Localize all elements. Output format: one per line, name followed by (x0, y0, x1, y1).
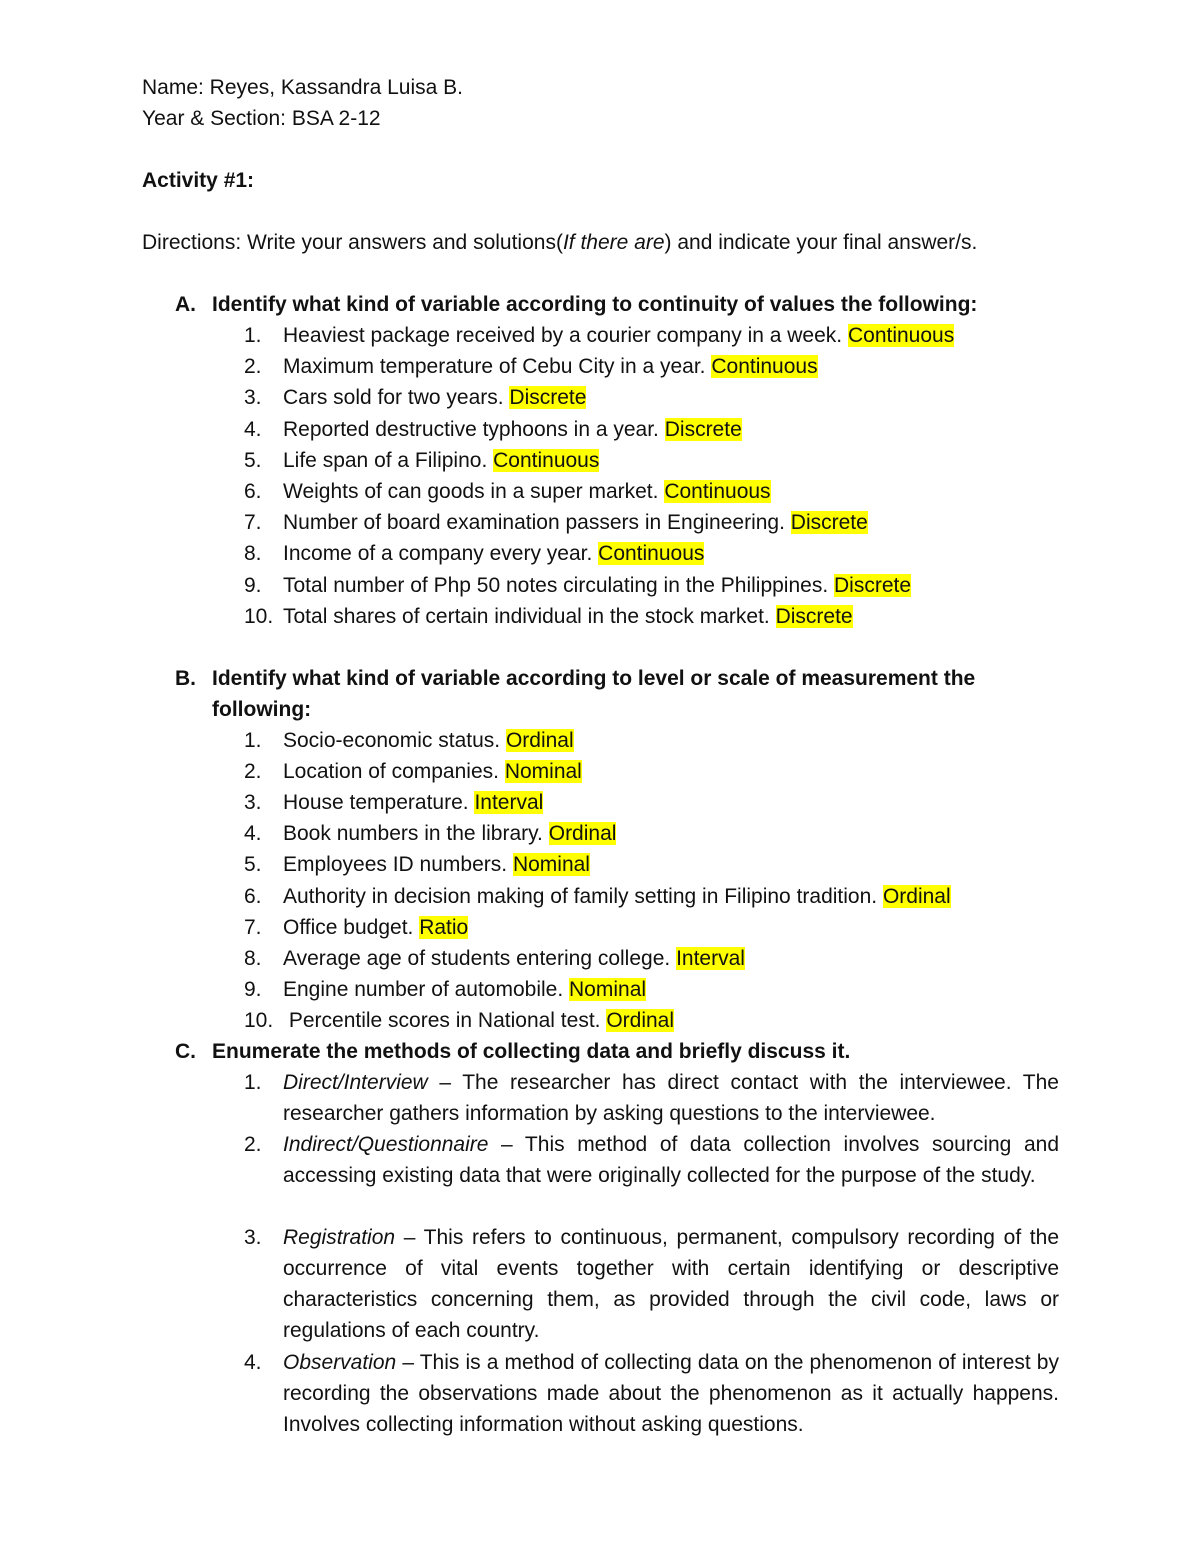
directions-pre: Directions: Write your answers and solutions( (142, 231, 563, 254)
section-a-heading (175, 289, 977, 320)
answer-highlight: Interval (676, 946, 745, 970)
item-number: 1. (244, 729, 262, 752)
method-term: Direct/Interview (283, 1071, 428, 1094)
directions-italic: If there are (562, 231, 665, 254)
item-number: 7. (244, 511, 262, 535)
section-a-item (244, 538, 704, 569)
section-b-item (244, 725, 574, 756)
answer-highlight: Continuous (493, 448, 600, 472)
section-b-item (244, 787, 543, 818)
method-item (244, 1222, 1059, 1346)
item-text: Authority in decision making of family setting in Filipino tradition. (283, 884, 883, 908)
answer-highlight: Nominal (512, 853, 590, 877)
item-text: Location of companies. (283, 760, 505, 784)
section-a-item (244, 507, 868, 538)
item-text: Life span of a Filipino. (283, 448, 494, 472)
method-text: – This is a method of collecting data on the phenomenon of interest by recording the observations made about the phenomenon as it actually happens. Involves collecting information without asking questions. (283, 1351, 1059, 1436)
answer-highlight: Discrete (834, 573, 912, 597)
item-number: 2. (244, 1133, 262, 1156)
item-text: Book numbers in the library. (283, 822, 549, 846)
section-b-item (244, 943, 745, 974)
directions-post: ) and indicate your final answer/s. (664, 231, 978, 254)
method-description (283, 1067, 1059, 1129)
method-description (283, 1347, 1059, 1440)
section-b-item (244, 881, 951, 912)
item-number: 10. (244, 604, 274, 628)
item-text: Engine number of automobile. (283, 977, 570, 1001)
item-number: 4. (244, 417, 262, 441)
item-text: Weights of can goods in a super market. (283, 480, 665, 503)
item-text: Number of board examination passers in Engineering. (283, 511, 791, 535)
answer-highlight: Interval (474, 791, 544, 815)
answer-highlight: Ordinal (505, 729, 574, 752)
item-text: Socio-economic status. (283, 729, 506, 752)
item-number: 4. (244, 1351, 262, 1374)
answer-highlight: Discrete (775, 604, 853, 628)
item-number: 1. (244, 1071, 262, 1094)
item-number: 2. (244, 760, 262, 784)
item-text: Maximum temperature of Cebu City in a year. (283, 355, 712, 379)
section-b-item (244, 849, 590, 880)
item-text: Employees ID numbers. (283, 853, 513, 877)
answer-highlight: Ratio (419, 915, 469, 939)
item-text: Office budget. (283, 915, 420, 939)
item-number: 7. (244, 915, 262, 939)
item-text: Income of a company every year. (283, 542, 599, 566)
section-a-item (244, 320, 954, 351)
section-c-letter: C. (175, 1040, 196, 1063)
section-b-item (244, 756, 582, 787)
answer-highlight: Nominal (504, 760, 582, 784)
method-term: Observation (283, 1351, 397, 1374)
method-term: Registration (283, 1226, 396, 1249)
item-number: 9. (244, 573, 262, 597)
item-number: 9. (244, 977, 262, 1001)
item-number: 8. (244, 946, 262, 970)
item-number: 5. (244, 448, 262, 472)
method-description (283, 1222, 1059, 1346)
item-number: 3. (244, 1226, 262, 1249)
section-a-item (244, 351, 818, 382)
section-b-title-line2: following: (212, 698, 312, 721)
item-text: Total number of Php 50 notes circulating in the Philippines. (283, 573, 834, 597)
answer-highlight: Continuous (711, 355, 818, 379)
method-term: Indirect/Questionnaire (283, 1133, 489, 1156)
answer-highlight: Discrete (509, 386, 587, 410)
item-text: Heaviest package received by a courier company in a week. (283, 324, 848, 347)
item-number: 5. (244, 853, 262, 877)
student-name: Name: Reyes, Kassandra Luisa B. (142, 76, 463, 99)
section-b-heading (175, 663, 975, 694)
section-b-title-line1: Identify what kind of variable according to level or scale of measurement the (212, 667, 976, 690)
item-text: Average age of students entering college. (283, 946, 677, 970)
section-a-title: Identify what kind of variable according to continuity of values the following: (212, 293, 978, 316)
method-item (244, 1067, 1059, 1129)
section-b-item (244, 974, 646, 1005)
method-text: – This method of data collection involves sourcing and accessing existing data that were originally collected for the purpose of the study. (283, 1133, 1059, 1187)
section-a-item (244, 414, 742, 445)
method-text: – The researcher has direct contact with the interviewee. The researcher gathers information by asking questions to the interviewee. (283, 1071, 1059, 1125)
answer-highlight: Ordinal (606, 1008, 675, 1032)
item-number: 10. (244, 1008, 274, 1032)
answer-highlight: Continuous (847, 324, 955, 347)
section-c-title: Enumerate the methods of collecting data and briefly discuss it. (212, 1040, 851, 1063)
section-a-letter: A. (175, 293, 196, 316)
item-number: 3. (244, 791, 262, 815)
section-a-item (244, 570, 911, 601)
directions (142, 227, 977, 258)
section-b-letter: B. (175, 667, 196, 690)
item-number: 4. (244, 822, 262, 846)
answer-highlight: Discrete (664, 417, 742, 441)
method-text: – This refers to continuous, permanent, compulsory recording of the occurrence of vital events together with certain identifying or descriptive characteristics concerning them, as provided through the civil code, laws or regulations of each country. (283, 1226, 1059, 1342)
section-b-item (244, 1005, 674, 1036)
item-text: Reported destructive typhoons in a year. (283, 417, 665, 441)
method-item (244, 1129, 1059, 1191)
answer-highlight: Ordinal (548, 822, 617, 846)
activity-title: Activity #1: (142, 169, 255, 192)
item-number: 6. (244, 884, 262, 908)
section-a-item (244, 445, 599, 476)
section-b-item (244, 818, 616, 849)
answer-highlight: Discrete (790, 511, 868, 535)
item-number: 6. (244, 480, 262, 503)
item-text: House temperature. (283, 791, 475, 815)
item-number: 8. (244, 542, 262, 566)
item-number: 2. (244, 355, 262, 379)
section-a-item (244, 382, 586, 413)
item-text: Total shares of certain individual in the stock market. (283, 604, 776, 628)
section-b-item (244, 912, 468, 943)
answer-highlight: Ordinal (882, 884, 951, 908)
item-number: 3. (244, 386, 262, 410)
section-c-heading (175, 1036, 850, 1067)
section-a-item (244, 601, 853, 632)
answer-highlight: Continuous (664, 480, 771, 503)
item-text: Cars sold for two years. (283, 386, 510, 410)
item-number: 1. (244, 324, 262, 347)
answer-highlight: Continuous (598, 542, 705, 566)
answer-highlight: Nominal (569, 977, 647, 1001)
method-description (283, 1129, 1059, 1191)
item-text: Percentile scores in National test. (283, 1008, 607, 1032)
section-a-item (244, 476, 771, 507)
year-section: Year & Section: BSA 2-12 (142, 107, 381, 130)
method-item (244, 1347, 1059, 1440)
